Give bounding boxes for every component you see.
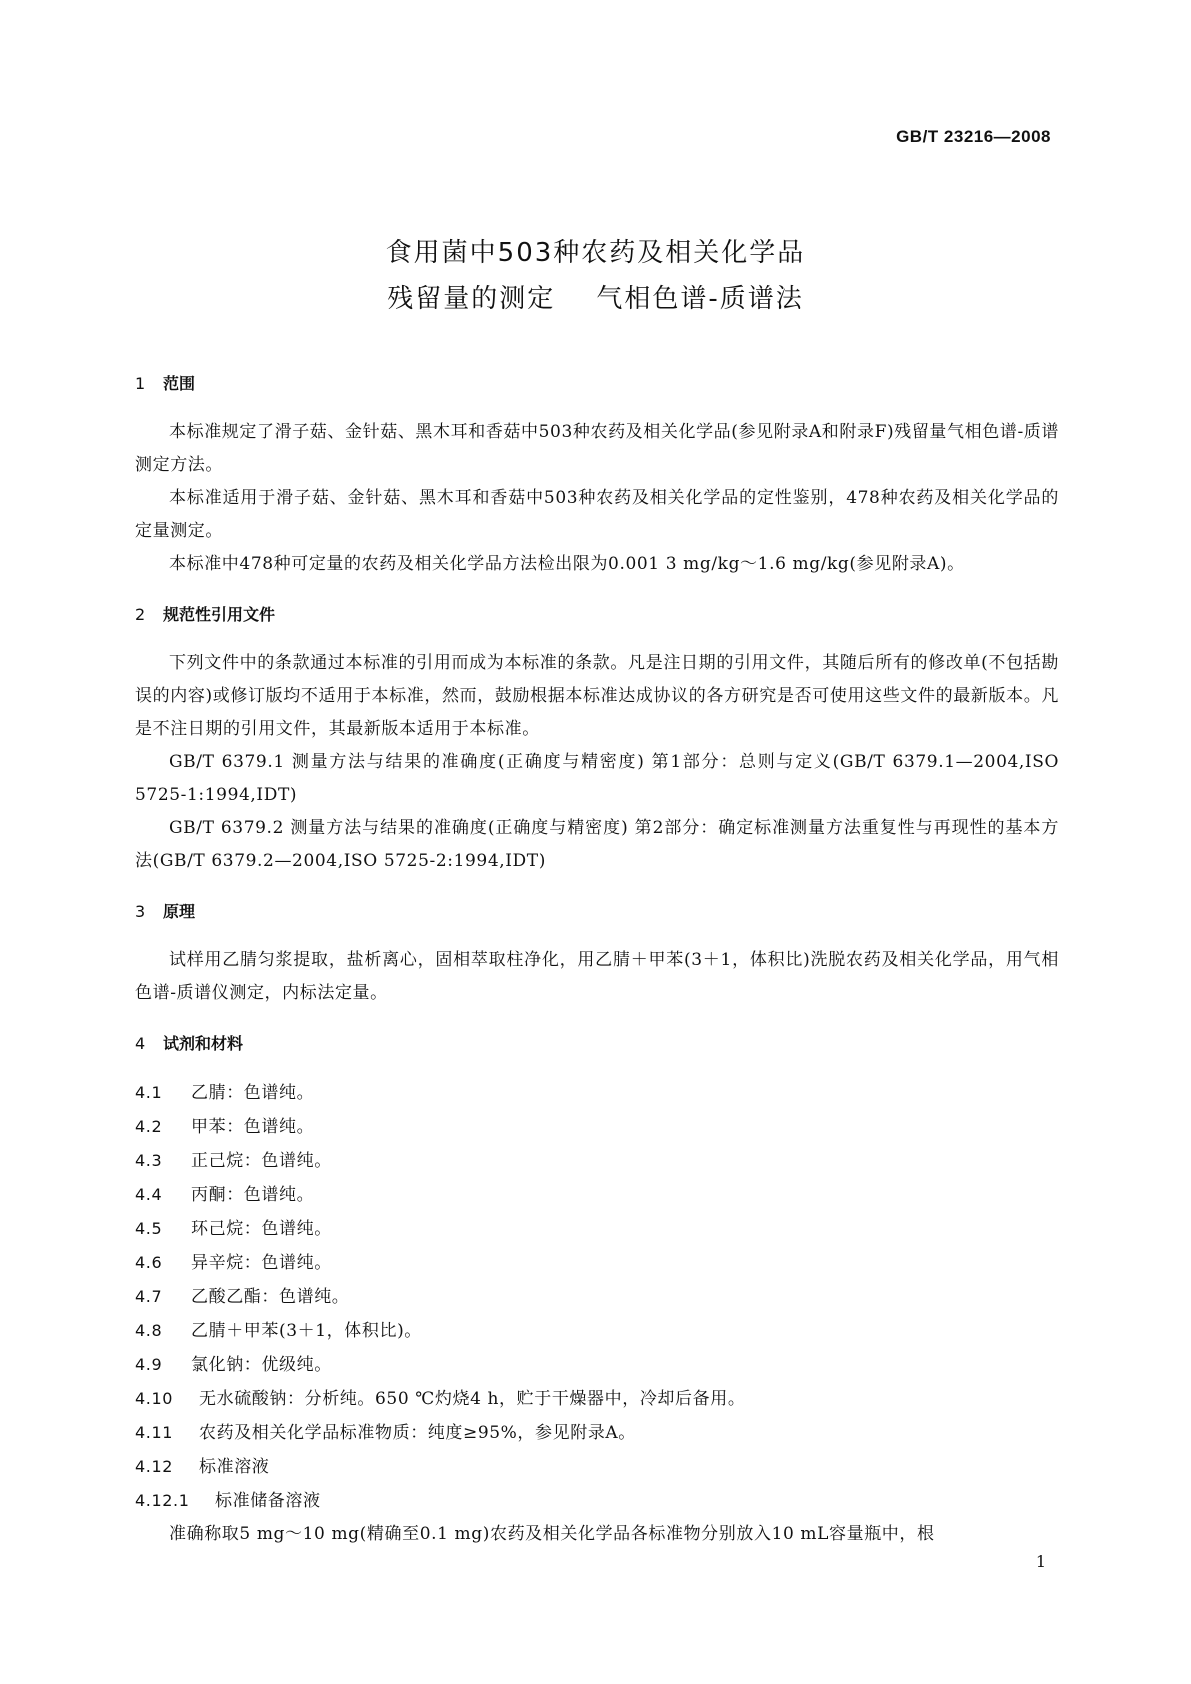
item-text: 氯化钠：优级纯。 bbox=[191, 1355, 332, 1375]
list-item bbox=[135, 1416, 1059, 1450]
paragraph: 下列文件中的条款通过本标准的引用而成为本标准的条款。凡是注日期的引用文件，其随后所有的修改单(不包括勘误的内容)或修订版均不适用于本标准，然而，鼓励根据本标准达成协议的各方研究是否可使用这些文件的最新版本。凡是不注日期的引用文件，其最新版本适用于本标准。 bbox=[135, 653, 1059, 739]
title-line-2: 残留量的测定 气相色谱-质谱法 bbox=[387, 284, 804, 314]
section-title: 规范性引用文件 bbox=[163, 605, 276, 624]
section-number: 3 bbox=[135, 902, 146, 921]
section-number: 2 bbox=[135, 605, 146, 624]
item-number: 4.11 bbox=[135, 1423, 174, 1442]
item-text: 农药及相关化学品标准物质：纯度≥95%，参见附录A。 bbox=[199, 1423, 636, 1443]
item-text: 无水硫酸钠：分析纯。650 ℃灼烧4 h，贮于干燥器中，冷却后备用。 bbox=[199, 1389, 746, 1409]
item-number: 4.12 bbox=[135, 1457, 174, 1476]
section-number: 1 bbox=[135, 374, 146, 393]
item-number: 4.4 bbox=[135, 1185, 163, 1204]
item-text: 标准储备溶液 bbox=[215, 1491, 321, 1511]
paragraph: 准确称取5 mg～10 mg(精确至0.1 mg)农药及相关化学品各标准物分别放入10 mL容量瓶中，根 bbox=[169, 1524, 935, 1544]
paragraph: 本标准适用于滑子菇、金针菇、黑木耳和香菇中503种农药及相关化学品的定性鉴别，478种农药及相关化学品的定量测定。 bbox=[135, 488, 1059, 541]
reference-entry: GB/T 6379.2 测量方法与结果的准确度(正确度与精密度) 第2部分：确定标准测量方法重复性与再现性的基本方法(GB/T 6379.2—2004,ISO 5725-2:1994,IDT) bbox=[135, 818, 1059, 871]
item-number: 4.12.1 bbox=[135, 1491, 190, 1510]
list-item bbox=[135, 1314, 1059, 1348]
section-3-heading bbox=[135, 900, 1059, 924]
section-title: 原理 bbox=[163, 902, 196, 921]
item-text: 异辛烷：色谱纯。 bbox=[191, 1253, 332, 1273]
list-item bbox=[135, 1348, 1059, 1382]
section-title: 试剂和材料 bbox=[163, 1034, 244, 1053]
item-text: 标准溶液 bbox=[199, 1457, 270, 1477]
paragraph: 试样用乙腈匀浆提取，盐析离心，固相萃取柱净化，用乙腈＋甲苯(3＋1，体积比)洗脱农药及相关化学品，用气相色谱-质谱仪测定，内标法定量。 bbox=[135, 950, 1059, 1003]
document-body bbox=[135, 372, 1059, 1551]
item-number: 4.2 bbox=[135, 1117, 163, 1136]
item-number: 4.7 bbox=[135, 1287, 163, 1306]
list-item bbox=[135, 1212, 1059, 1246]
section-title: 范围 bbox=[163, 374, 196, 393]
item-number: 4.10 bbox=[135, 1389, 174, 1408]
reference-entry: GB/T 6379.1 测量方法与结果的准确度(正确度与精密度) 第1部分：总则与定义(GB/T 6379.1—2004,ISO 5725-1:1994,IDT) bbox=[135, 752, 1059, 805]
reagent-list bbox=[135, 1076, 1059, 1551]
paragraph: 本标准中478种可定量的农药及相关化学品方法检出限为0.001 3 mg/kg～1.6 mg/kg(参见附录A)。 bbox=[169, 554, 965, 574]
list-item bbox=[135, 1178, 1059, 1212]
page-number: 1 bbox=[1035, 1552, 1046, 1571]
standard-code: GB/T 23216—2008 bbox=[896, 127, 1051, 146]
list-item bbox=[135, 1144, 1059, 1178]
item-text: 正己烷：色谱纯。 bbox=[191, 1151, 332, 1171]
item-number: 4.9 bbox=[135, 1355, 163, 1374]
item-text: 甲苯：色谱纯。 bbox=[191, 1117, 315, 1137]
list-item bbox=[135, 1246, 1059, 1280]
list-item bbox=[135, 1280, 1059, 1314]
item-text: 乙腈＋甲苯(3＋1，体积比)。 bbox=[191, 1321, 422, 1341]
list-item bbox=[135, 1450, 1059, 1484]
item-number: 4.1 bbox=[135, 1083, 163, 1102]
section-1-heading bbox=[135, 372, 1059, 396]
item-number: 4.6 bbox=[135, 1253, 163, 1272]
list-item bbox=[135, 1076, 1059, 1110]
section-number: 4 bbox=[135, 1034, 146, 1053]
item-text: 环己烷：色谱纯。 bbox=[191, 1219, 332, 1239]
item-text: 乙腈：色谱纯。 bbox=[191, 1083, 315, 1103]
list-item bbox=[135, 1484, 1059, 1518]
title-line-1: 食用菌中503种农药及相关化学品 bbox=[385, 238, 806, 268]
item-number: 4.8 bbox=[135, 1321, 163, 1340]
list-item bbox=[135, 1382, 1059, 1416]
item-number: 4.3 bbox=[135, 1151, 163, 1170]
section-2-heading bbox=[135, 603, 1059, 627]
item-number: 4.5 bbox=[135, 1219, 163, 1238]
section-4-heading bbox=[135, 1032, 1059, 1056]
paragraph: 本标准规定了滑子菇、金针菇、黑木耳和香菇中503种农药及相关化学品(参见附录A和附录F)残留量气相色谱-质谱测定方法。 bbox=[135, 422, 1059, 475]
list-item bbox=[135, 1110, 1059, 1144]
document-title bbox=[0, 230, 1191, 322]
item-text: 乙酸乙酯：色谱纯。 bbox=[191, 1287, 350, 1307]
item-text: 丙酮：色谱纯。 bbox=[191, 1185, 315, 1205]
